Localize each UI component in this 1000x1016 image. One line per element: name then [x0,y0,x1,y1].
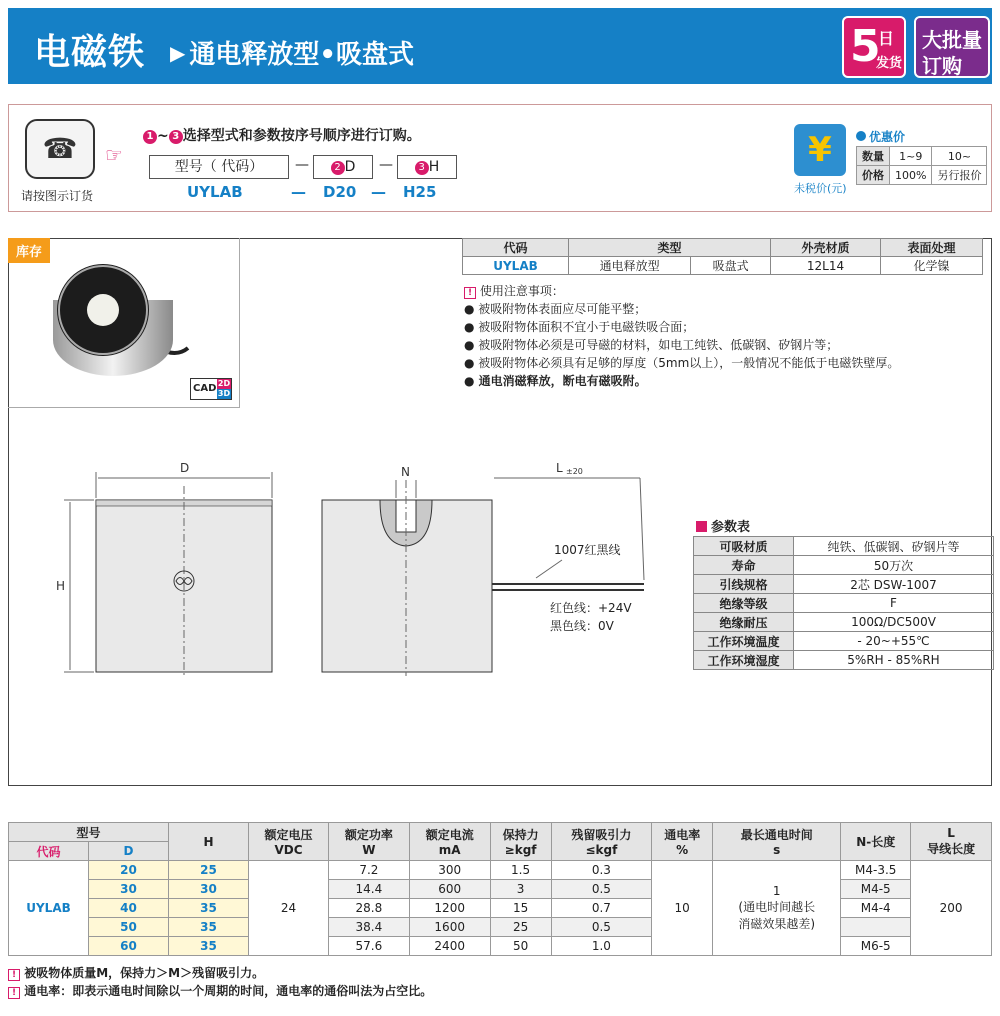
footnote-1 [8,964,264,981]
dim-l-ext [640,478,644,580]
badge-days-text: 发货 [876,56,903,71]
spec-style: 吸盘式 [691,257,771,275]
step-3b-icon: 3 [415,161,429,175]
header-l [911,823,992,861]
example-model: UYLAB [187,183,243,201]
note-icon: ! [8,969,20,981]
cell-h: 35 [169,937,249,956]
cell-h: 25 [169,861,249,880]
cell-d: 60 [89,937,169,956]
example-dash-1: — [291,183,306,201]
spec-material: 12L14 [771,257,881,275]
dim-n-label: N [401,465,410,479]
dim-l-label: L [556,461,563,475]
example-h: H25 [403,183,437,201]
header-banner [8,8,992,84]
spec-code: UYLAB [463,257,569,275]
model-code-label: 型号（ 代码） [174,159,264,175]
cell-residual: 0.3 [551,861,652,880]
page-subtitle [170,34,414,71]
cell-current: 300 [409,861,490,880]
dash-1: — [295,157,309,173]
cell-duty: 10 [652,861,713,956]
header-residual-name: 残留吸引力 [571,828,632,842]
cell-n: M4-3.5 [841,861,911,880]
list-item: ● 通电消磁释放，断电有磁吸附。 [464,374,647,388]
table-row [463,239,983,257]
cell-n: M6-5 [841,937,911,956]
table-row [694,537,994,556]
param-value: - 20~+55℃ [794,632,994,651]
table-row [9,899,992,918]
header-h: H [169,823,249,861]
param-value: F [794,594,994,613]
phone-caption: 请按图示订货 [21,189,94,203]
param-value: 100Ω/DC500V [794,613,994,632]
cell-d: 40 [89,899,169,918]
table-row [694,575,994,594]
spec-header-finish: 表面处理 [881,239,983,257]
cell-residual: 0.5 [551,918,652,937]
header-duty-name: 通电率 [664,828,701,842]
cell-d: 20 [89,861,169,880]
param-key: 引线规格 [694,575,794,594]
dim-d-label: D [180,461,190,475]
square-bullet-icon [696,521,707,532]
qty-range-1: 1~9 [890,147,932,166]
note-text: 被吸附物体表面应尽可能平整； [478,302,647,316]
header-duty [652,823,713,861]
param-value: 50万次 [794,556,994,575]
header-voltage-name: 额定电压 [264,828,313,842]
spec-table [462,238,983,275]
cell-hold: 25 [490,918,551,937]
h-box-label: H [428,159,440,175]
cell-hold: 15 [490,899,551,918]
dim-l-tolerance: ±20 [566,467,583,476]
subtitle-text: 通电释放型•吸盘式 [189,40,415,70]
dash-2: — [379,157,393,173]
note-icon: ! [8,987,20,999]
table-row [694,556,994,575]
step-2-icon: 2 [331,161,345,175]
header-hold-name: 保持力 [502,828,539,842]
example-dash-2: — [371,183,386,201]
d-box [313,155,373,179]
cell-power: 28.8 [329,899,410,918]
wire-label: 1007红黑线 [554,543,621,557]
example-d: D20 [323,183,357,201]
cell-hold: 50 [490,937,551,956]
step-1-icon: 1 [143,130,157,144]
header-current-name: 额定电流 [425,828,474,842]
note-icon: ! [464,287,476,299]
param-key: 可吸材质 [694,537,794,556]
dim-h-label: H [56,579,66,593]
table-row [857,147,987,166]
price-1: 100% [890,166,932,185]
param-key: 工作环境温度 [694,632,794,651]
header-residual-unit: ≤kgf [585,843,618,857]
param-value: 纯铁、低碳钢、矽钢片等 [794,537,994,556]
table-header-row [9,823,992,842]
header-maxtime-unit: s [773,843,781,857]
table-row [694,651,994,670]
discount-title [856,128,905,145]
cell-current: 1600 [409,918,490,937]
header-maxtime-name: 最长通电时间 [740,828,813,842]
params-title [696,516,750,535]
cell-n [841,918,911,937]
table-row [9,861,992,880]
step-3-icon: 3 [169,130,183,144]
cell-l: 200 [911,861,992,956]
arrow-right-icon: ▶ [170,41,186,65]
cell-d: 30 [89,880,169,899]
order-instruction: 1 ~ 3 选择型式和参数按序号顺序进行订购。 [143,125,421,145]
spec-finish: 化学镍 [881,257,983,275]
table-row [694,632,994,651]
list-item: ● 被吸附物体必须是可导磁的材料，如电工纯铁、低碳钢、矽钢片等； [464,338,839,352]
header-n: N-长度 [841,823,911,861]
five-day-shipping-badge [842,16,906,78]
header-voltage [249,823,329,861]
list-item: ● 被吸附物体必须具有足够的厚度（5mm以上），一般情况不能低于电磁铁壁厚。 [464,356,900,370]
model-code-box [149,155,289,179]
black-wire-label: 黑色线：0V [550,619,614,633]
qty-header: 数量 [857,147,890,166]
cell-voltage: 24 [249,861,329,956]
header-duty-unit: % [676,843,689,857]
cell-d: 50 [89,918,169,937]
d-box-label: D [344,159,356,175]
cell-n: M4-4 [841,899,911,918]
cell-residual: 0.7 [551,899,652,918]
header-hold [490,823,551,861]
cad-3d-label[interactable]: 3D [217,389,231,398]
header-current [409,823,490,861]
badge-days-number: 5 [850,21,881,72]
table-row [694,594,994,613]
cell-h: 35 [169,918,249,937]
table-row [463,257,983,275]
cad-label: CAD [193,383,217,394]
page-title: 电磁铁 [34,32,146,73]
note-text: 被吸附物体必须是可导磁的材料，如电工纯铁、低碳钢、矽钢片等； [478,338,839,352]
param-value: 2芯 DSW-1007 [794,575,994,594]
header-model: 型号 [9,823,169,842]
maxtime-note-1: (通电时间越长 [738,900,816,914]
param-key: 工作环境湿度 [694,651,794,670]
cell-current: 600 [409,880,490,899]
footnote-text: 被吸物体质量M，保持力＞M＞残留吸引力。 [24,966,265,980]
bulk-order-badge [914,16,990,78]
badge-days-unit: 日 [878,29,895,48]
price-header: 价格 [857,166,890,185]
badge-bulk-line2: 订购 [922,54,962,78]
list-item: ● 被吸附物体面积不宜小于电磁铁吸合面； [464,320,695,334]
header-d: D [89,842,169,861]
header-residual [551,823,652,861]
pointing-hand-icon: ☞ [105,143,123,167]
instruction-text: 选择型式和参数按序号顺序进行订购。 [182,128,421,144]
header-power-unit: W [362,843,376,857]
cell-power: 38.4 [329,918,410,937]
header-current-unit: mA [438,843,461,857]
yen-icon: ¥ [794,124,846,176]
bullet-icon [856,131,866,141]
spec-header-material: 外壳材质 [771,239,881,257]
cell-current: 2400 [409,937,490,956]
header-voltage-unit: VDC [274,843,303,857]
header-l-unit: 导线长度 [927,842,976,856]
header-hold-unit: ≥kgf [504,843,537,857]
table-row [694,613,994,632]
cell-hold: 3 [490,880,551,899]
table-row [9,918,992,937]
note-text: 通电消磁释放，断电有磁吸附。 [478,374,647,388]
cell-current: 1200 [409,899,490,918]
cell-power: 14.4 [329,880,410,899]
cell-hold: 1.5 [490,861,551,880]
notes-title [464,282,899,300]
header-l-name: L [947,826,955,840]
cell-power: 7.2 [329,861,410,880]
red-wire-label: 红色线：+24V [550,601,632,615]
param-value: 5%RH - 85%RH [794,651,994,670]
maxtime-value: 1 [772,884,781,898]
spec-header-code: 代码 [463,239,569,257]
cad-download-button[interactable] [190,378,232,400]
cell-maxtime [713,861,841,956]
cell-n: M4-5 [841,880,911,899]
notes-title-text: 使用注意事项： [479,284,564,298]
table-row [9,937,992,956]
table-row [857,166,987,185]
param-key: 绝缘耐压 [694,613,794,632]
params-table [693,536,994,670]
spec-header-type: 类型 [569,239,771,257]
cell-power: 57.6 [329,937,410,956]
cell-residual: 0.5 [551,880,652,899]
note-text: 被吸附物体面积不宜小于电磁铁吸合面； [478,320,695,334]
usage-notes [464,282,899,390]
model-spec-table [8,822,992,956]
header-maxtime [713,823,841,861]
spec-type: 通电释放型 [569,257,691,275]
cell-residual: 1.0 [551,937,652,956]
header-power [329,823,410,861]
h-box [397,155,457,179]
discount-table [856,146,987,185]
qty-range-2: 10~ [932,147,987,166]
wire-leader-line [536,560,562,578]
price-caption: 未税价(元) [794,182,847,195]
price-2: 另行报价 [932,166,987,185]
cell-h: 35 [169,899,249,918]
footnote-text: 通电率：即表示通电时间除以一个周期的时间，通电率的通俗叫法为占空比。 [24,984,433,998]
cad-2d-label[interactable]: 2D [217,379,231,388]
params-title-text: 参数表 [711,520,751,535]
discount-title-text: 优惠价 [869,130,906,144]
maxtime-note-2: 消磁效果越差) [738,917,816,931]
stock-tag: 库存 [8,238,50,263]
table-row [9,880,992,899]
footnote-2 [8,982,432,999]
technical-drawing [8,440,688,680]
phone-24-icon: ☎ [25,119,95,179]
list-item: ● 被吸附物体表面应尽可能平整； [464,302,647,316]
note-text: 被吸附物体必须具有足够的厚度（5mm以上），一般情况不能低于电磁铁壁厚。 [478,356,900,370]
badge-bulk-line1: 大批量 [922,28,982,52]
cell-code: UYLAB [9,861,89,956]
param-key: 寿命 [694,556,794,575]
cell-h: 30 [169,880,249,899]
param-key: 绝缘等级 [694,594,794,613]
header-power-name: 额定功率 [344,828,393,842]
header-code: 代码 [9,842,89,861]
